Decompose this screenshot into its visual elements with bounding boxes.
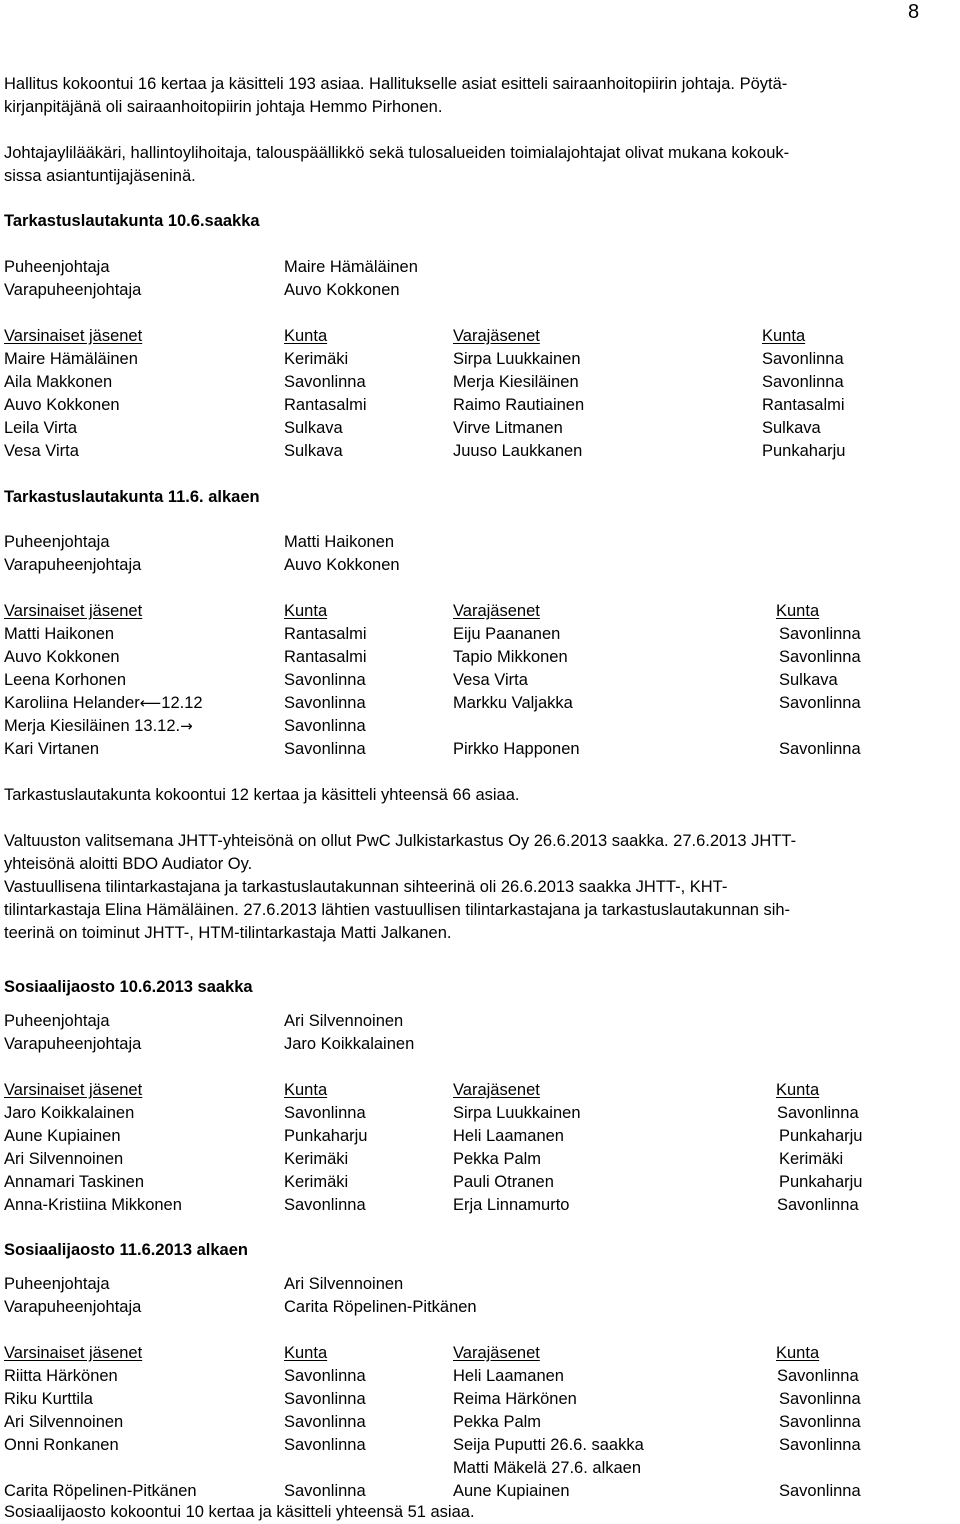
header-municipality: Kunta bbox=[284, 327, 328, 345]
member-municipality: Rantasalmi bbox=[284, 625, 367, 643]
member-municipality: Kerimäki bbox=[284, 1150, 349, 1168]
table-row bbox=[0, 1480, 960, 1503]
member-name: Aune Kupiainen bbox=[4, 1127, 121, 1145]
deputy-municipality: Savonlinna bbox=[779, 694, 861, 712]
chair-name: Maire Hämäläinen bbox=[284, 258, 418, 276]
chair-label: Puheenjohtaja bbox=[4, 1012, 110, 1030]
deputy-municipality: Savonlinna bbox=[777, 1196, 859, 1214]
chair-name: Matti Haikonen bbox=[284, 533, 395, 551]
vice-chair-label: Varapuheenjohtaja bbox=[4, 281, 142, 299]
deputy-name: Pekka Palm bbox=[453, 1150, 542, 1168]
chair-name: Ari Silvennoinen bbox=[284, 1012, 404, 1030]
member-name: Merja Kiesiläinen 13.12. bbox=[4, 717, 181, 735]
table-row bbox=[0, 417, 960, 440]
member-name-with-date bbox=[4, 692, 203, 715]
meeting-summary: Tarkastuslautakunta kokoontui 12 kertaa ja käsitteli yhteensä 66 asiaa. bbox=[4, 786, 520, 804]
deputy-name: Heli Laamanen bbox=[453, 1127, 564, 1145]
member-municipality: Savonlinna bbox=[284, 671, 366, 689]
table-row bbox=[0, 371, 960, 394]
deputy-name: Reima Härkönen bbox=[453, 1390, 577, 1408]
vice-chair-row bbox=[0, 1296, 960, 1319]
deputy-name: Aune Kupiainen bbox=[453, 1482, 570, 1500]
deputy-municipality: Savonlinna bbox=[779, 740, 861, 758]
table-row bbox=[0, 1365, 960, 1388]
chair-label: Puheenjohtaja bbox=[4, 258, 110, 276]
header-municipality: Kunta bbox=[776, 1344, 820, 1362]
vice-chair-label: Varapuheenjohtaja bbox=[4, 1035, 142, 1053]
intro-paragraph-line: kirjanpitäjänä oli sairaanhoitopiirin johtaja Hemmo Pirhonen. bbox=[4, 98, 443, 116]
member-name: Maire Hämäläinen bbox=[4, 350, 138, 368]
member-name: Leila Virta bbox=[4, 419, 78, 437]
member-name: Auvo Kokkonen bbox=[4, 396, 120, 414]
member-name: Aila Makkonen bbox=[4, 373, 113, 391]
member-municipality: Punkaharju bbox=[284, 1127, 368, 1145]
table-row bbox=[0, 738, 960, 761]
header-municipality: Kunta bbox=[776, 602, 820, 620]
member-municipality: Savonlinna bbox=[284, 1104, 366, 1122]
header-regular-members: Varsinaiset jäsenet bbox=[4, 1344, 143, 1362]
header-deputy-members: Varajäsenet bbox=[453, 1081, 540, 1099]
table-row bbox=[0, 715, 960, 738]
deputy-name: Erja Linnamurto bbox=[453, 1196, 570, 1214]
deputy-municipality: Punkaharju bbox=[779, 1173, 863, 1191]
section-heading: Sosiaalijaosto 10.6.2013 saakka bbox=[4, 978, 253, 996]
table-row bbox=[0, 1434, 960, 1457]
deputy-name: Vesa Virta bbox=[453, 671, 528, 689]
deputy-name: Sirpa Luukkainen bbox=[453, 350, 581, 368]
members-table-header bbox=[0, 325, 960, 348]
table-row bbox=[0, 1148, 960, 1171]
table-row bbox=[0, 1457, 960, 1480]
deputy-name: Pirkko Happonen bbox=[453, 740, 580, 758]
chair-label: Puheenjohtaja bbox=[4, 1275, 110, 1293]
member-municipality: Savonlinna bbox=[284, 1436, 366, 1454]
header-deputy-members: Varajäsenet bbox=[453, 327, 540, 345]
member-name: Karoliina Helander bbox=[4, 694, 140, 712]
member-name: Onni Ronkanen bbox=[4, 1436, 119, 1454]
member-municipality: Kerimäki bbox=[284, 1173, 349, 1191]
deputy-municipality: Kerimäki bbox=[779, 1150, 844, 1168]
member-name: Auvo Kokkonen bbox=[4, 648, 120, 666]
member-name: Vesa Virta bbox=[4, 442, 79, 460]
member-municipality: Sulkava bbox=[284, 419, 343, 437]
members-table-header bbox=[0, 1079, 960, 1102]
vice-chair-name: Auvo Kokkonen bbox=[284, 556, 400, 574]
header-municipality: Kunta bbox=[284, 1344, 328, 1362]
deputy-name: Merja Kiesiläinen bbox=[453, 373, 579, 391]
member-municipality: Kerimäki bbox=[284, 350, 349, 368]
intro-paragraph-line: sissa asiantuntijajäseninä. bbox=[4, 167, 196, 185]
table-row bbox=[0, 623, 960, 646]
audit-paragraph-line: yhteisönä aloitti BDO Audiator Oy. bbox=[4, 855, 253, 873]
member-municipality: Savonlinna bbox=[284, 1367, 366, 1385]
deputy-municipality: Rantasalmi bbox=[762, 396, 845, 414]
member-municipality: Savonlinna bbox=[284, 740, 366, 758]
member-name-with-date bbox=[4, 715, 193, 738]
table-row bbox=[0, 1171, 960, 1194]
header-municipality: Kunta bbox=[284, 1081, 328, 1099]
deputy-name: Seija Puputti 26.6. saakka bbox=[453, 1436, 644, 1454]
vice-chair-name: Auvo Kokkonen bbox=[284, 281, 400, 299]
vice-chair-row bbox=[0, 1033, 960, 1056]
page-number: 8 bbox=[908, 1, 920, 23]
deputy-municipality: Savonlinna bbox=[779, 1413, 861, 1431]
table-row bbox=[0, 1102, 960, 1125]
deputy-name: Juuso Laukkanen bbox=[453, 442, 583, 460]
vice-chair-row bbox=[0, 279, 960, 302]
chair-row bbox=[0, 531, 960, 554]
table-row bbox=[0, 646, 960, 669]
deputy-name: Eiju Paananen bbox=[453, 625, 561, 643]
deputy-municipality: Sulkava bbox=[762, 419, 821, 437]
audit-paragraph-line: tilintarkastaja Elina Hämäläinen. 27.6.2013 lähtien vastuullisen tilintarkastajana ja tarkastuslautakunnan sih- bbox=[4, 901, 791, 919]
deputy-municipality: Punkaharju bbox=[762, 442, 846, 460]
table-row bbox=[0, 1194, 960, 1217]
meeting-summary: Sosiaalijaosto kokoontui 10 kertaa ja käsitteli yhteensä 51 asiaa. bbox=[4, 1503, 475, 1521]
vice-chair-name: Jaro Koikkalainen bbox=[284, 1035, 415, 1053]
member-municipality: Rantasalmi bbox=[284, 648, 367, 666]
chair-row bbox=[0, 256, 960, 279]
member-municipality: Savonlinna bbox=[284, 1390, 366, 1408]
member-municipality: Savonlinna bbox=[284, 717, 366, 735]
intro-paragraph-line: Johtajaylilääkäri, hallintoylihoitaja, talouspäällikkö sekä tulosalueiden toimialajohtajat olivat mukana kokouk- bbox=[4, 144, 790, 162]
deputy-municipality: Savonlinna bbox=[779, 1390, 861, 1408]
deputy-name: Markku Valjakka bbox=[453, 694, 573, 712]
table-row bbox=[0, 1411, 960, 1434]
table-row bbox=[0, 348, 960, 371]
member-municipality: Sulkava bbox=[284, 442, 343, 460]
table-row bbox=[0, 440, 960, 463]
chair-row bbox=[0, 1010, 960, 1033]
member-name: Anna-Kristiina Mikkonen bbox=[4, 1196, 182, 1214]
vice-chair-label: Varapuheenjohtaja bbox=[4, 556, 142, 574]
deputy-municipality: Sulkava bbox=[779, 671, 838, 689]
member-name: Ari Silvennoinen bbox=[4, 1413, 124, 1431]
header-regular-members: Varsinaiset jäsenet bbox=[4, 327, 143, 345]
deputy-name: Pekka Palm bbox=[453, 1413, 542, 1431]
header-municipality: Kunta bbox=[776, 1081, 820, 1099]
deputy-name: Heli Laamanen bbox=[453, 1367, 564, 1385]
section-heading: Tarkastuslautakunta 11.6. alkaen bbox=[4, 488, 260, 506]
section-heading: Tarkastuslautakunta 10.6.saakka bbox=[4, 212, 260, 230]
member-municipality: Savonlinna bbox=[284, 1482, 366, 1500]
header-deputy-members: Varajäsenet bbox=[453, 602, 540, 620]
members-table-header bbox=[0, 1342, 960, 1365]
deputy-name: Virve Litmanen bbox=[453, 419, 563, 437]
left-arrow-icon: ⟵ bbox=[139, 694, 162, 712]
table-row bbox=[0, 1388, 960, 1411]
table-row bbox=[0, 394, 960, 417]
deputy-municipality: Savonlinna bbox=[762, 350, 844, 368]
member-municipality: Savonlinna bbox=[284, 373, 366, 391]
header-municipality: Kunta bbox=[284, 602, 328, 620]
member-name: Ari Silvennoinen bbox=[4, 1150, 124, 1168]
section-heading: Sosiaalijaosto 11.6.2013 alkaen bbox=[4, 1241, 248, 1259]
member-name: Kari Virtanen bbox=[4, 740, 100, 758]
chair-label: Puheenjohtaja bbox=[4, 533, 110, 551]
audit-paragraph-line: Vastuullisena tilintarkastajana ja tarkastuslautakunnan sihteerinä oli 26.6.2013 saakka JHTT-, KHT- bbox=[4, 878, 728, 896]
deputy-municipality: Savonlinna bbox=[779, 648, 861, 666]
member-date: 12.12 bbox=[161, 694, 203, 712]
deputy-name: Pauli Otranen bbox=[453, 1173, 554, 1191]
deputy-name: Raimo Rautiainen bbox=[453, 396, 585, 414]
right-arrow-icon: → bbox=[180, 717, 193, 735]
deputy-name: Sirpa Luukkainen bbox=[453, 1104, 581, 1122]
deputy-name: Tapio Mikkonen bbox=[453, 648, 568, 666]
deputy-municipality: Savonlinna bbox=[762, 373, 844, 391]
table-row bbox=[0, 1125, 960, 1148]
deputy-municipality: Punkaharju bbox=[779, 1127, 863, 1145]
chair-name: Ari Silvennoinen bbox=[284, 1275, 404, 1293]
deputy-municipality: Savonlinna bbox=[779, 625, 861, 643]
audit-paragraph-line: Valtuuston valitsemana JHTT-yhteisönä on ollut PwC Julkistarkastus Oy 26.6.2013 saakka. 27.6.2013 JHTT- bbox=[4, 832, 797, 850]
header-deputy-members: Varajäsenet bbox=[453, 1344, 540, 1362]
member-municipality: Savonlinna bbox=[284, 694, 366, 712]
header-regular-members: Varsinaiset jäsenet bbox=[4, 1081, 143, 1099]
vice-chair-name: Carita Röpelinen-Pitkänen bbox=[284, 1298, 477, 1316]
vice-chair-row bbox=[0, 554, 960, 577]
member-name: Riitta Härkönen bbox=[4, 1367, 118, 1385]
members-table-header bbox=[0, 600, 960, 623]
member-municipality: Savonlinna bbox=[284, 1196, 366, 1214]
deputy-name: Matti Mäkelä 27.6. alkaen bbox=[453, 1459, 642, 1477]
member-municipality: Rantasalmi bbox=[284, 396, 367, 414]
header-regular-members: Varsinaiset jäsenet bbox=[4, 602, 143, 620]
member-name: Carita Röpelinen-Pitkänen bbox=[4, 1482, 197, 1500]
deputy-municipality: Savonlinna bbox=[777, 1104, 859, 1122]
member-name: Annamari Taskinen bbox=[4, 1173, 145, 1191]
member-municipality: Savonlinna bbox=[284, 1413, 366, 1431]
deputy-municipality: Savonlinna bbox=[779, 1436, 861, 1454]
deputy-municipality: Savonlinna bbox=[779, 1482, 861, 1500]
table-row bbox=[0, 669, 960, 692]
header-municipality: Kunta bbox=[762, 327, 806, 345]
chair-row bbox=[0, 1273, 960, 1296]
member-name: Jaro Koikkalainen bbox=[4, 1104, 135, 1122]
audit-paragraph-line: teerinä on toiminut JHTT-, HTM-tilintarkastaja Matti Jalkanen. bbox=[4, 924, 452, 942]
deputy-municipality: Savonlinna bbox=[777, 1367, 859, 1385]
member-name: Riku Kurttila bbox=[4, 1390, 93, 1408]
table-row bbox=[0, 692, 960, 715]
member-name: Matti Haikonen bbox=[4, 625, 115, 643]
intro-paragraph-line: Hallitus kokoontui 16 kertaa ja käsitteli 193 asiaa. Hallitukselle asiat esitteli sairaanhoitopiirin johtaja. Pöytä- bbox=[4, 75, 788, 93]
member-name: Leena Korhonen bbox=[4, 671, 127, 689]
vice-chair-label: Varapuheenjohtaja bbox=[4, 1298, 142, 1316]
